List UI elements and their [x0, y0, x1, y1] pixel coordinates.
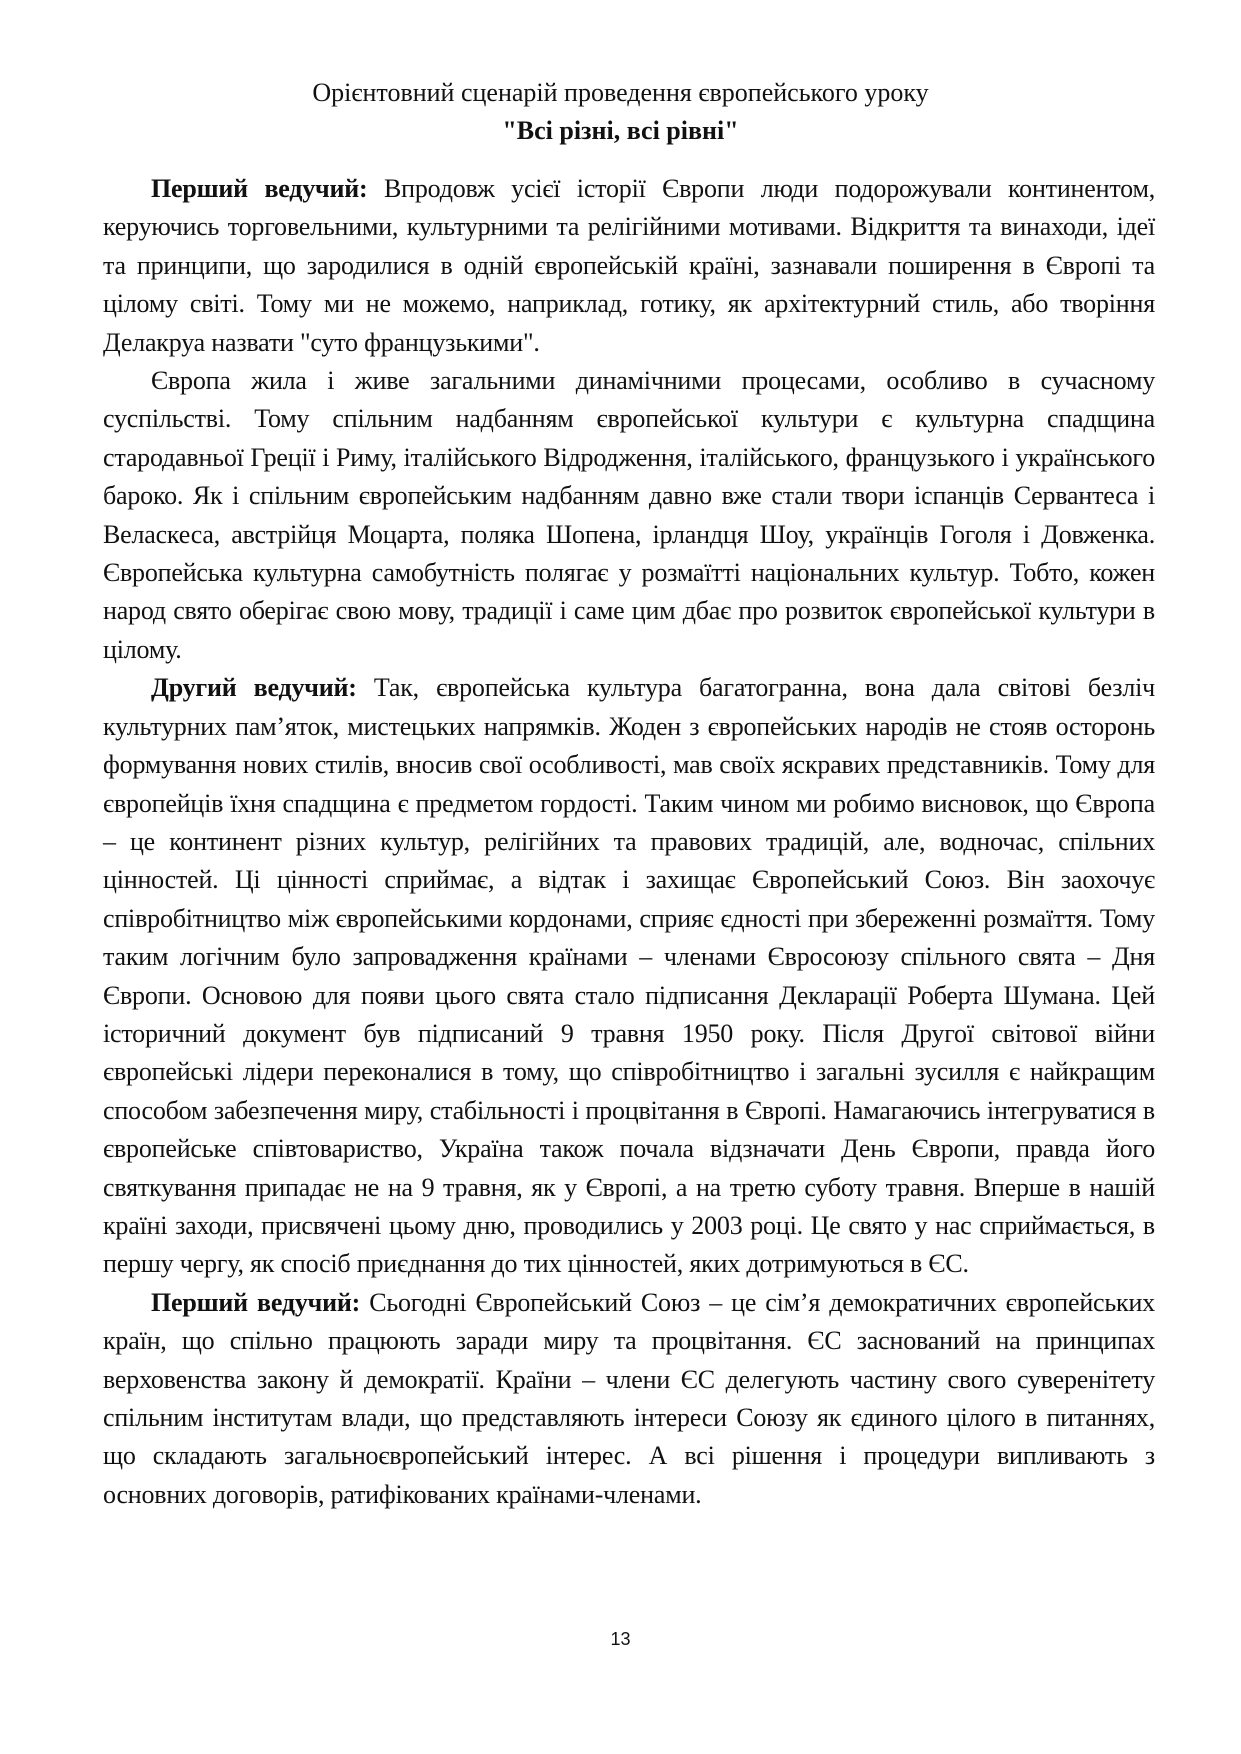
paragraph-text: Сьогодні Європейський Союз – це сім’я демократичних європейських країн, що спільно працюють заради миру та процвітання. ЄС заснований на принципах верховенства закону й демократії. Країни – члени ЄС делегують частину свого суверенітету спільним інститутам влади, що представляють інтереси Союзу як єдиного цілого в питаннях, що складають загальноєвропейський інтерес. А всі рішення і процедури випливають з основних договорів, ратифікованих країнами-членами. — [103, 1287, 1155, 1509]
paragraph-text: Європа жила і живе загальними динамічними процесами, особливо в сучасному суспільстві. Тому спільним надбанням європейської культури є культурна спадщина стародавньої Греції і Риму, італійського Відродження, італійського, французького і українського бароко. Як і спільним європейським надбанням давно вже стали твори іспанців Сервантеса і Веласкеса, австрійця Моцарта, поляка Шопена, ірландця Шоу, українців Гоголя і Довженка. Європейська культурна самобутність полягає у розмаїтті національних культур. Тобто, кожен народ свято оберігає свою мову, традиції і саме цим дбає про розвиток європейської культури в цілому. — [103, 366, 1155, 664]
document-header — [0, 74, 1241, 150]
paragraph-first-host-eu — [103, 1284, 1155, 1514]
paragraph-europe-culture — [103, 362, 1155, 669]
speaker-label: Перший ведучий: — [151, 174, 368, 203]
paragraph-second-host — [103, 669, 1155, 1284]
paragraph-text: Впродовж усієї історії Європи люди подорожували континентом, керуючись торговельними, культурними та релігійними мотивами. Відкриття та винаходи, ідеї та принципи, що зародилися в одній європейській країні, зазнавали поширення в Європі та цілому світі. Тому ми не можемо, наприклад, готику, як архітектурний стиль, або творіння Делакруа назвати "суто французькими". — [103, 174, 1155, 357]
speaker-label: Перший ведучий: — [151, 1287, 361, 1317]
speaker-label: Другий ведучий: — [151, 673, 357, 703]
document-body — [103, 170, 1155, 1514]
page-number: 13 — [610, 1629, 631, 1649]
paragraph-text: Так, європейська культура багатогранна, вона дала світові безліч культурних пам’яток, мистецьких напрямків. Жоден з європейських народів не стояв осторонь формування нових стилів, вносив свої особливості, мав своїх яскравих представників. Тому для європейців їхня спадщина є предметом гордості. Таким чином ми робимо висновок, що Європа – це континент різних культур, релігійних та правових традицій, але, водночас, спільних цінностей. Ці цінності сприймає, а відтак і захищає Європейський Союз. Він заохочує співробітництво між європейськими кордонами, сприяє єдності при збереженні розмаїття. Тому таким логічним було запровадження країнами – членами Євросоюзу спільного свята – Дня Європи. Основою для появи цього свята стало підписання Декларації Роберта Шумана. Цей історичний документ був підписаний 9 травня 1950 року. Після Другої світової війни європейські лідери переконалися в тому, що співробітництво і загальні зусилля є найкращим способом забезпечення миру, стабільності і процвітання в Європі. Намагаючись інтегруватися в європейське співтовариство, Україна також почала відзначати День Європи, правда його святкування припадає не на 9 травня, як у Європі, а на третю суботу травня. Вперше в нашій країні заходи, присвячені цьому дню, проводились у 2003 році. Це свято у нас сприймається, в першу чергу, як спосіб приєднання до тих цінностей, яких дотримуються в ЄС. — [103, 673, 1155, 1279]
document-title: Орієнтовний сценарій проведення європейського уроку — [312, 78, 929, 107]
document-subtitle: "Всі різні, всі рівні" — [502, 116, 739, 145]
paragraph-first-host-intro — [103, 170, 1155, 362]
